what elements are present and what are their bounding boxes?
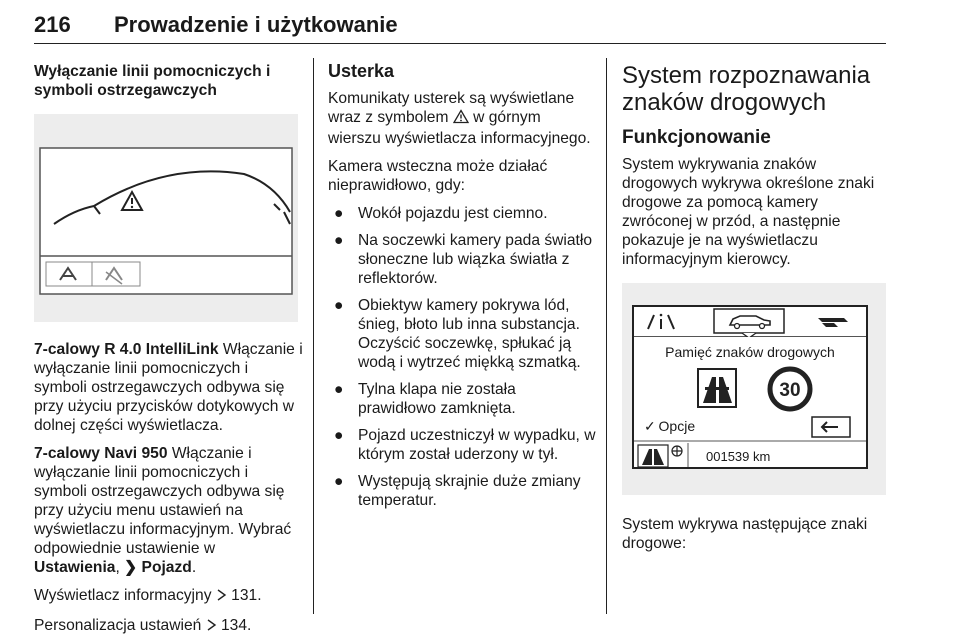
- reference-text: Wyświetlacz informacyjny: [34, 587, 212, 604]
- bullet-icon: ●: [334, 473, 344, 490]
- list-item-text: Wokół pojazdu jest ciemno.: [358, 205, 548, 222]
- list-item: [328, 380, 596, 418]
- list-item-text: Pojazd uczestniczył w wypadku, w którym został uderzony w tył.: [358, 427, 596, 463]
- list-item: [328, 204, 596, 223]
- paragraph-text: Włączanie i wyłączanie linii pomocniczych i symboli ostrzegawczych odbywa się przy użyciu menu ustawień na wyświetlaczu informacyjnym. Wybrać odpowiednie ustawienie w: [34, 445, 292, 557]
- model-label: 7-calowy Navi 950: [34, 445, 168, 462]
- section-heading: Usterka: [328, 61, 395, 81]
- model-label: 7-calowy R 4.0 IntelliLink: [34, 341, 219, 358]
- paragraph: System wykrywania znaków drogowych wykrywa określone znaki drogowe za pomocą kamery zwróconej w przód, a następnie pokazuje je na wyświetlaczu informacyjnym kierowcy.: [622, 156, 875, 268]
- paragraph-text: Włączanie i wyłączanie linii pomocniczych i symboli ostrzegawczych odbywa się przy użyciu przycisków dotykowych w dolnej części wyświetlacza.: [34, 341, 303, 434]
- bullet-icon: ●: [334, 381, 344, 398]
- reference-page: 131.: [226, 587, 262, 604]
- menu-path-item: Ustawienia: [34, 559, 116, 576]
- driver-info-display: [632, 305, 868, 469]
- bullet-icon: ●: [334, 427, 344, 444]
- menu-path-separator: ,: [115, 559, 125, 576]
- warning-icon: [453, 109, 469, 129]
- odometer: 001539 km: [706, 449, 771, 464]
- section-heading: Wyłączanie linii pomocniczych i symboli ostrzegawczych: [34, 63, 271, 99]
- display-title: Pamięć znaków drogowych: [665, 344, 835, 360]
- list-item-text: Występują skrajnie duże zmiany temperatur.: [358, 473, 581, 509]
- list-item: [328, 231, 596, 288]
- bullet-icon: ●: [334, 297, 344, 314]
- sign-recognition-figure: [622, 283, 886, 495]
- list-item-text: Tylna klapa nie została prawidłowo zamknięta.: [358, 381, 516, 417]
- column-divider: [313, 58, 314, 614]
- reference: [34, 616, 304, 637]
- detected-signs: [634, 307, 866, 467]
- paragraph: Kamera wsteczna może działać nieprawidłowo, gdy:: [328, 158, 548, 194]
- column-divider: [606, 58, 607, 614]
- page-title: Prowadzenie i użytkowanie: [114, 12, 398, 37]
- list-item: [328, 426, 596, 464]
- paragraph: System wykrywa następujące znaki drogowe:: [622, 516, 868, 552]
- motorway-small-icon: [638, 445, 668, 467]
- paragraph: [328, 89, 596, 148]
- column-3: [622, 62, 888, 562]
- arrow-right-icon: ❯: [124, 559, 142, 576]
- rear-camera-illustration: [34, 114, 298, 322]
- reference-page: 134.: [216, 617, 252, 634]
- paragraph: [34, 340, 304, 435]
- compass-icon: [672, 446, 682, 456]
- options-label: Opcje: [658, 418, 696, 434]
- list-item-text: Obiektyw kamery pokrywa lód, śnieg, błoto lub inna substancja. Oczyścić soczewkę, spłukać ją wodą i wytrzeć miękką szmatką.: [358, 297, 581, 371]
- speed-limit-value: 30: [779, 380, 801, 401]
- speed-limit-sign-icon: [770, 369, 810, 409]
- page-number: 216: [34, 12, 71, 37]
- check-icon: ✓: [644, 418, 659, 434]
- punctuation: .: [191, 559, 197, 576]
- motorway-sign-icon: [698, 369, 736, 407]
- bullet-icon: ●: [334, 205, 344, 222]
- bullet-list: [328, 204, 596, 510]
- reference-text: Personalizacja ustawień: [34, 617, 202, 634]
- reference: [34, 586, 304, 607]
- page-ref-icon: [216, 588, 227, 607]
- list-item: [328, 296, 596, 372]
- subsection-heading: Funkcjonowanie: [622, 127, 771, 148]
- options-button[interactable]: [644, 417, 695, 436]
- bullet-icon: ●: [334, 232, 344, 249]
- list-item-text: Na soczewki kamery pada światło słoneczne lub wiązka światła z reflektorów.: [358, 232, 592, 287]
- section-heading: System rozpoznawania znaków drogowych: [622, 62, 871, 116]
- menu-path-item: Pojazd: [141, 559, 192, 576]
- page-ref-icon: [206, 618, 217, 637]
- paragraph-text: w górnym wierszu wyświetlacza informacyjnego.: [328, 109, 591, 147]
- list-item: [328, 472, 596, 510]
- column-2: [328, 62, 596, 518]
- paragraph-text: Komunikaty usterek są wyświetlane wraz z symbolem: [328, 90, 575, 126]
- back-arrow-icon: [812, 417, 850, 437]
- column-1: [34, 62, 304, 642]
- rear-camera-figure: [34, 114, 298, 322]
- paragraph: [34, 444, 304, 577]
- page-header: [34, 8, 886, 44]
